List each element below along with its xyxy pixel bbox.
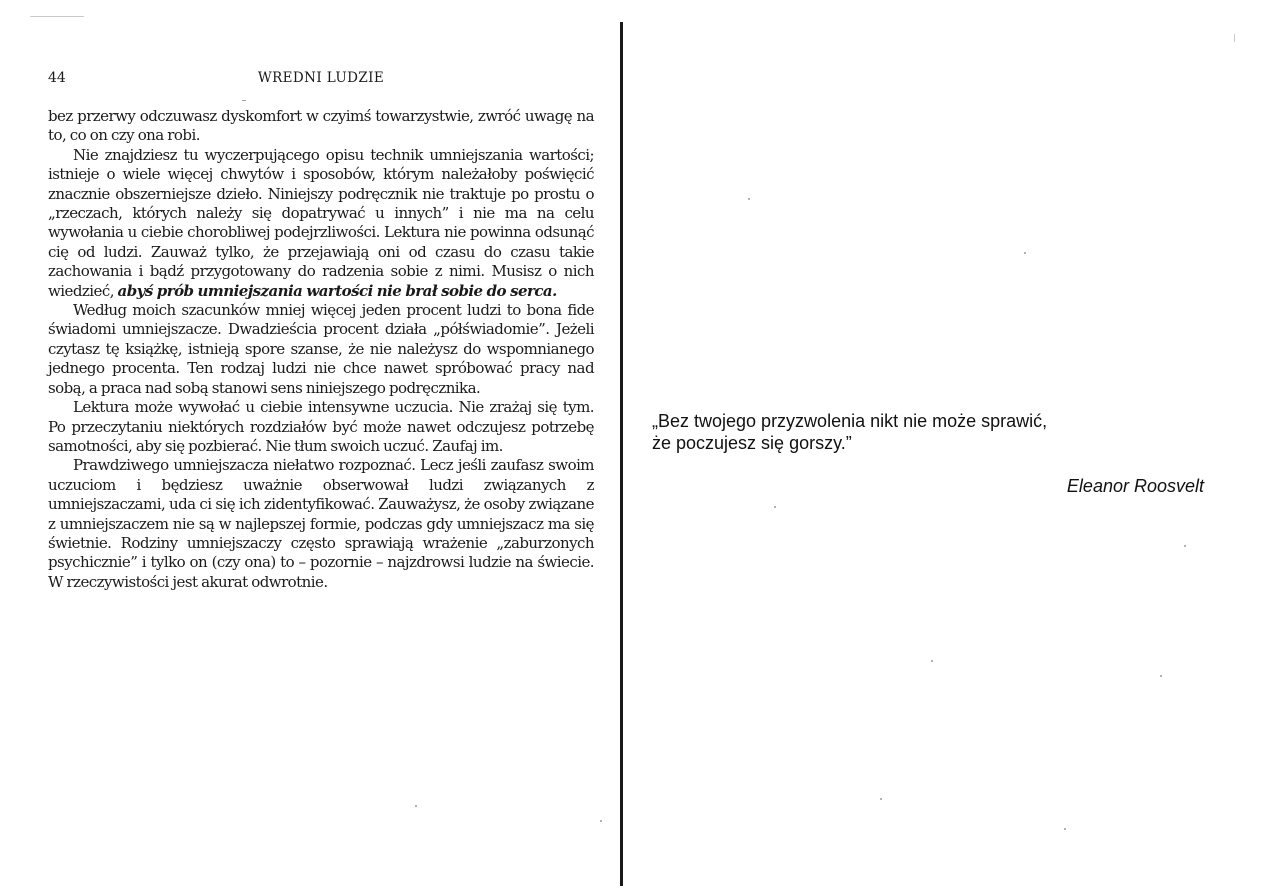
paragraph-5 (48, 456, 594, 592)
paragraph-2 (48, 146, 594, 301)
scan-speck (1064, 828, 1066, 830)
scan-speck (30, 16, 84, 17)
paragraph-1-text: bez przerwy odczuwasz dyskomfort w czyimś towarzystwie, zwróć uwagę na to, co on czy ona robi. (48, 107, 594, 145)
paragraph-1 (48, 107, 594, 146)
scan-speck (880, 798, 882, 800)
running-title: WREDNI LUDZIE (257, 70, 385, 86)
left-page (0, 0, 620, 894)
scan-speck (931, 660, 933, 662)
paragraph-3-text: Według moich szacunków mniej więcej jeden procent ludzi to bona fide świadomi umniejszacze. Dwadzieścia procent działa „półświadomie”. Jeżeli czytasz tę książkę, istnieją spore szanse, że nie należysz do wspomnianego jednego procenta. Ten rodzaj ludzi nie chce nawet spróbować pracy nad sobą, a praca nad sobą stanowi sens niniejszego podręcznika. (48, 301, 594, 397)
scan-speck (774, 506, 776, 508)
body-text (48, 107, 594, 592)
scan-speck (1024, 252, 1026, 254)
right-page (624, 0, 1262, 894)
epigraph-author: Eleanor Roosvelt (1066, 476, 1204, 496)
epigraph-line-2: że poczujesz się gorszy.” (652, 433, 852, 453)
paragraph-3 (48, 301, 594, 398)
paragraph-2-emphasis: abyś prób umniejszania wartości nie brał sobie do serca. (117, 281, 557, 300)
scan-speck (242, 100, 246, 101)
page-gutter (620, 22, 623, 886)
epigraph (652, 410, 1212, 454)
page-number: 44 (48, 70, 66, 86)
scan-speck (415, 805, 417, 807)
paragraph-5-text: Prawdziwego umniejszacza niełatwo rozpoznać. Lecz jeśli zaufasz swoim uczuciom i będziesz uważnie obserwował ludzi związanych z umniejszaczami, uda ci się ich zidentyfikować. Zauważysz, że osoby związane z umniejszaczem nie są w najlepszej formie, podczas gdy umniejszacz ma się świetnie. Rodziny umniejszaczy często sprawiają wrażenie „zaburzonych psychicznie” i tylko on (czy ona) to – pozornie – najzdrowsi ludzie na świecie. W rzeczywistości jest akurat odwrotnie. (48, 456, 594, 591)
paragraph-4-text: Lektura może wywołać u ciebie intensywne uczucia. Nie zrażaj się tym. Po przeczytaniu niektórych rozdziałów być może nawet odczujesz potrzebę samotności, aby się pozbierać. Nie tłum swoich uczuć. Zaufaj im. (48, 398, 594, 455)
scan-speck (748, 198, 750, 200)
paragraph-4 (48, 398, 594, 456)
scan-speck (1160, 675, 1162, 677)
scan-speck (1234, 34, 1235, 42)
epigraph-line-1: „Bez twojego przyzwolenia nikt nie może sprawić, (652, 411, 1048, 431)
paragraph-2-text: Nie znajdziesz tu wyczerpującego opisu technik umniejszania wartości; istnieje o wiele więcej chwytów i sposobów, którym należałoby poświęcić znacznie obszerniejsze dzieło. Niniejszy podręcznik nie traktuje po prostu o „rzeczach, których należy się dopatrywać u innych” i nie ma na celu wywołania u ciebie chorobliwej podejrzliwości. Lektura nie powinna odsunąć cię od ludzi. Zauważ tylko, że przejawiają oni od czasu do czasu takie zachowania i bądź przygotowany do radzenia sobie z nimi. Musisz o nich wiedzieć, (48, 145, 594, 300)
running-head (48, 70, 594, 92)
scan-speck (600, 820, 602, 822)
scan-speck (1184, 545, 1186, 547)
